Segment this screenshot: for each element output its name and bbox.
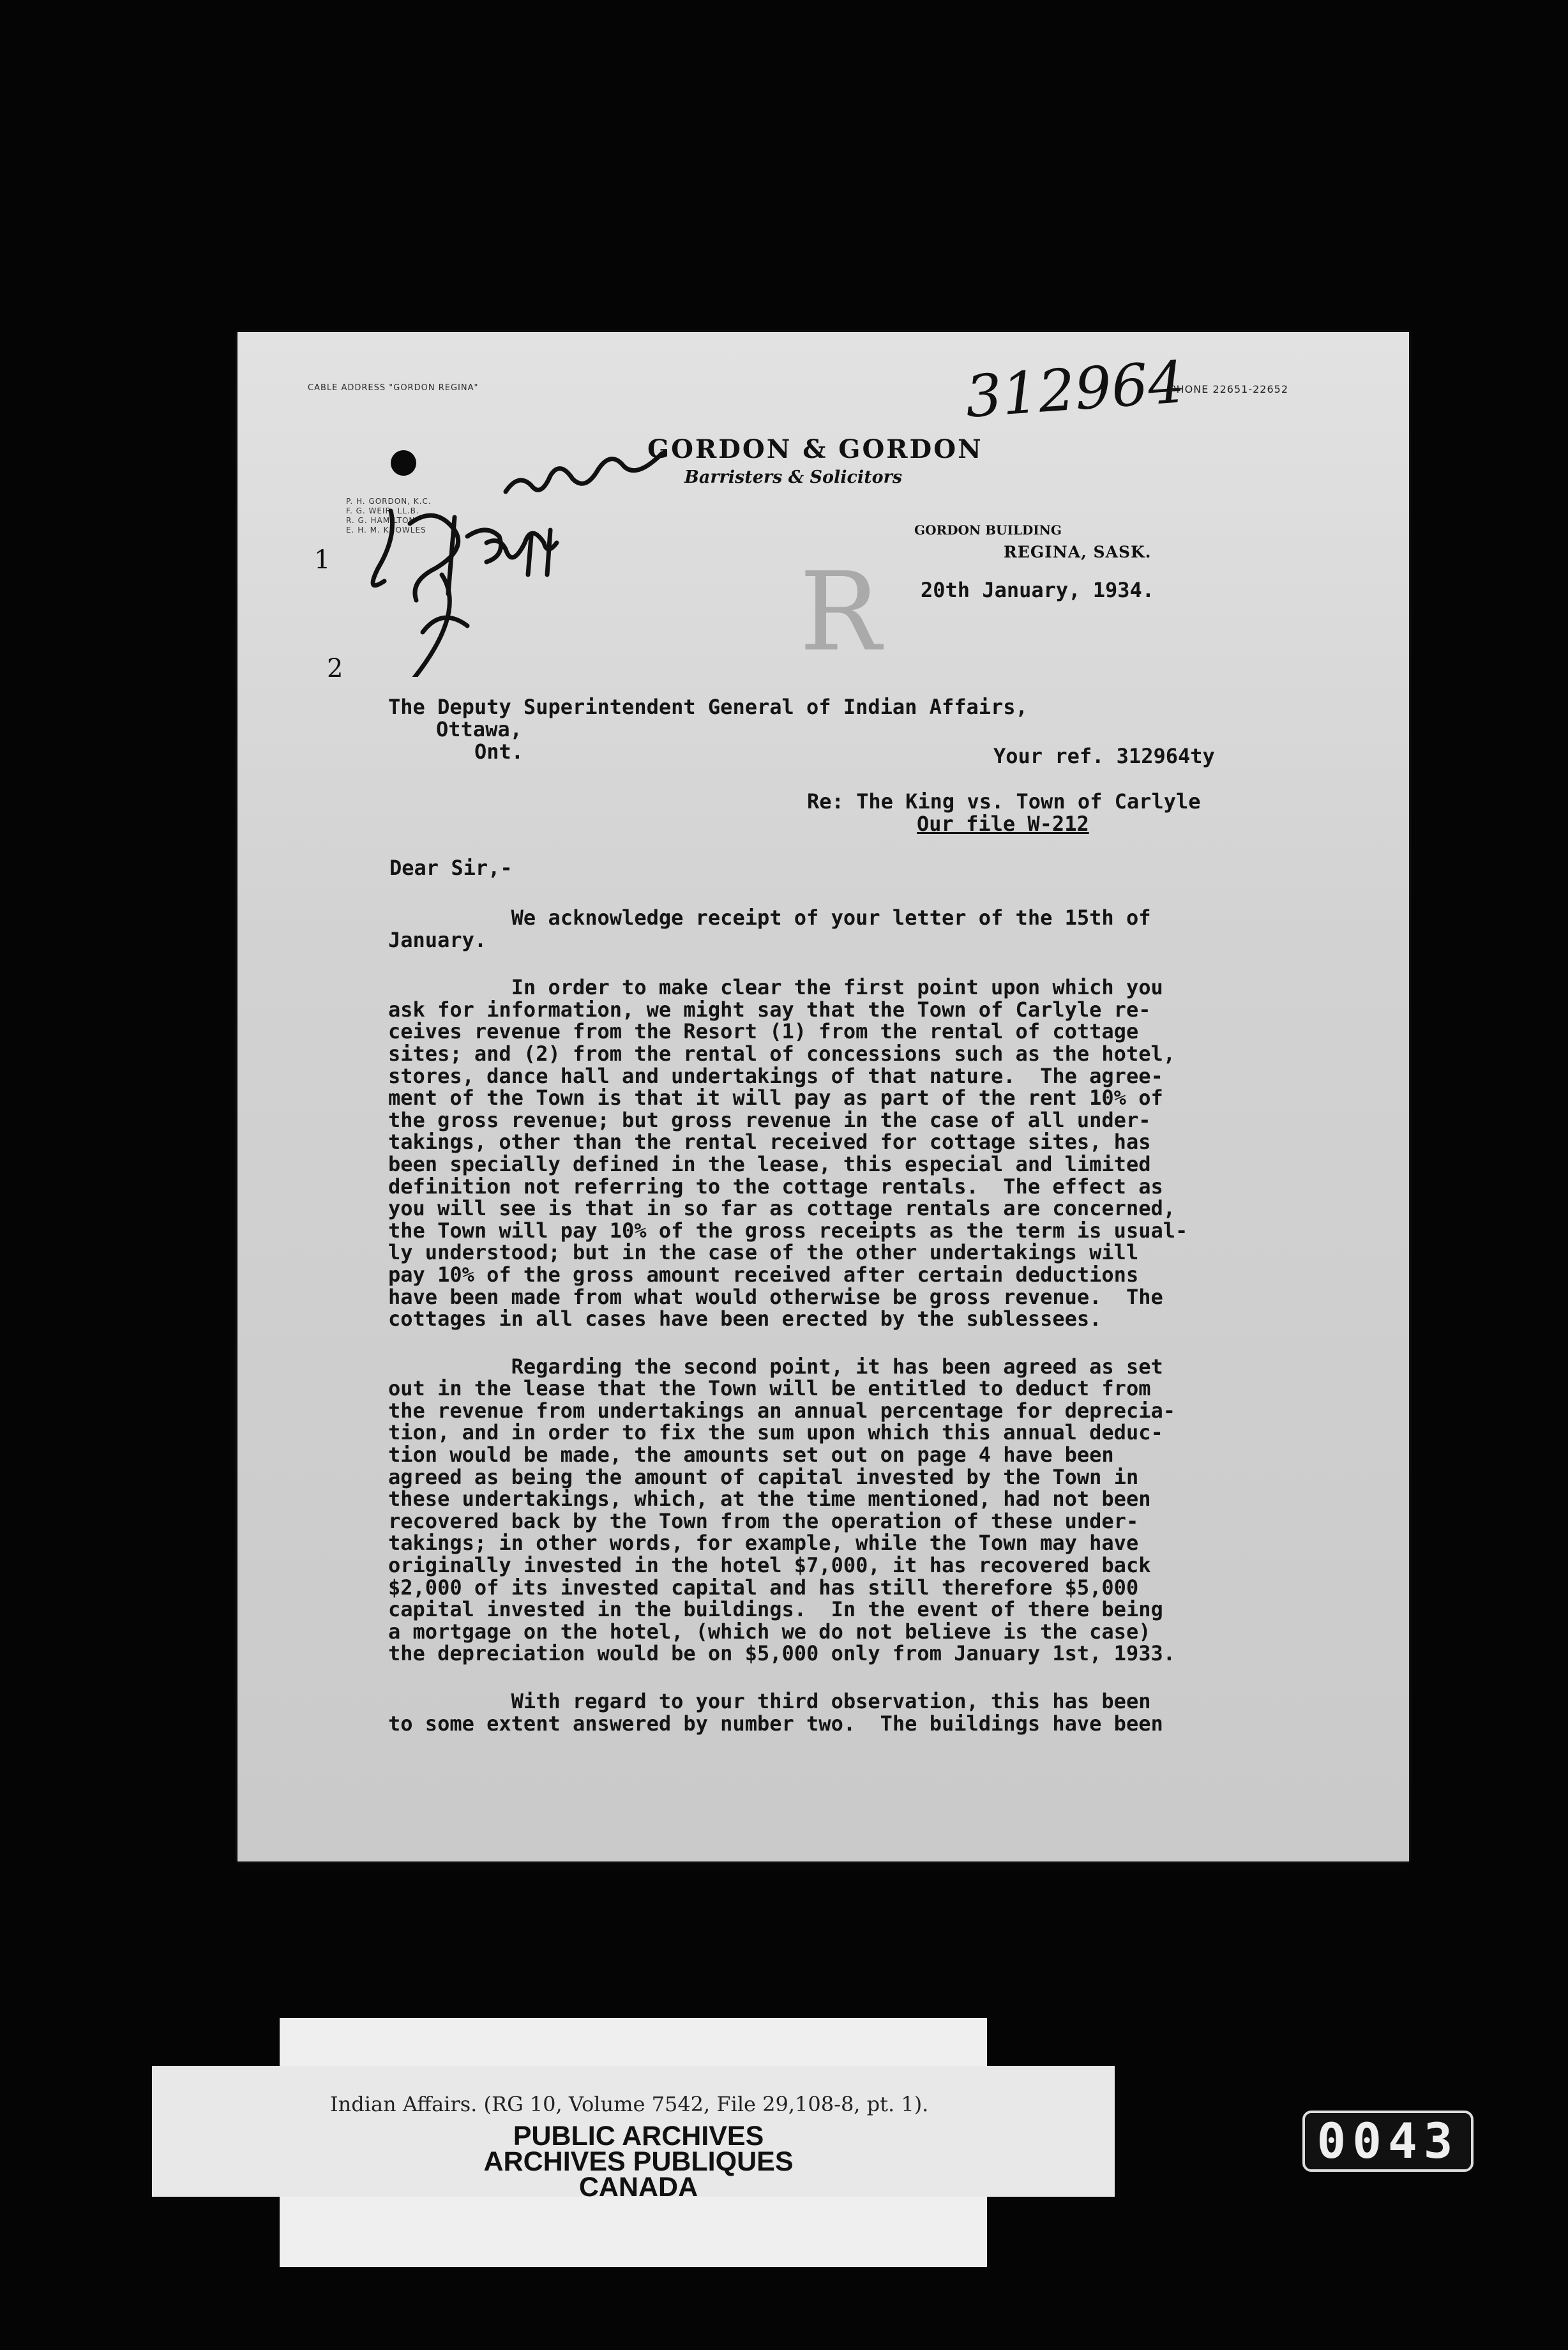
text-line: been specially defined in the lease, this especial and limited bbox=[388, 1151, 1151, 1176]
svg-text:1: 1 bbox=[314, 545, 331, 575]
partner-name: P. H. GORDON, K.C. bbox=[346, 497, 432, 506]
text-line: tion would be made, the amounts set out on page 4 have been bbox=[388, 1443, 1114, 1467]
recipient-address bbox=[388, 696, 1028, 763]
partner-name: E. H. M. KNOWLES bbox=[346, 526, 426, 534]
salutation: Dear Sir,- bbox=[389, 856, 513, 880]
partner-name: R. G. HAMILTON bbox=[346, 516, 416, 525]
subject-line: Re: The King vs. Town of Carlyle bbox=[807, 789, 1201, 814]
re-subject bbox=[807, 791, 1201, 835]
text-line: We acknowledge receipt of your letter of the 15th of bbox=[388, 906, 1151, 930]
text-line: the depreciation would be on $5,000 only from January 1st, 1933. bbox=[388, 1641, 1175, 1666]
archive-country: CANADA bbox=[578, 2172, 698, 2202]
text-line: these undertakings, which, at the time mentioned, had not been bbox=[388, 1487, 1151, 1512]
paragraph bbox=[388, 1690, 1269, 1734]
building-name: GORDON BUILDING bbox=[914, 522, 1062, 538]
text-line: January. bbox=[388, 927, 487, 952]
text-line: definition not referring to the cottage rentals. The effect as bbox=[388, 1174, 1163, 1199]
text-line: the revenue from undertakings an annual percentage for deprecia- bbox=[388, 1398, 1175, 1423]
text-line: With regard to your third observation, this has been bbox=[388, 1689, 1151, 1713]
text-line: agreed as being the amount of capital invested by the Town in bbox=[388, 1464, 1139, 1489]
text-line: ly understood; but in the case of the other undertakings will bbox=[388, 1240, 1139, 1265]
text-line: ask for information, we might say that the Town of Carlyle re- bbox=[388, 997, 1151, 1022]
letter-page bbox=[237, 332, 1409, 1861]
cable-address: CABLE ADDRESS "GORDON REGINA" bbox=[308, 383, 479, 393]
text-line: Regarding the second point, it has been agreed as set bbox=[388, 1354, 1163, 1379]
firm-subtitle: Barristers & Solicitors bbox=[684, 467, 903, 487]
paragraph bbox=[388, 976, 1269, 1330]
text-line: takings, other than the rental received for cottage sites, has bbox=[388, 1130, 1151, 1155]
frame-number: 0043 bbox=[1302, 2111, 1474, 2172]
text-line: out in the lease that the Town will be entitled to deduct from bbox=[388, 1376, 1151, 1401]
text-line: stores, dance hall and undertakings of that nature. The agree- bbox=[388, 1063, 1163, 1088]
paragraph bbox=[388, 1356, 1269, 1665]
text-line: ment of the Town is that it will pay as part of the rent 10% of bbox=[388, 1086, 1163, 1111]
text-line: In order to make clear the first point upon which you bbox=[388, 975, 1163, 1000]
your-reference: Your ref. 312964ty bbox=[993, 744, 1215, 768]
received-stamp: R bbox=[799, 549, 881, 676]
phone-number: PHONE 22651-22652 bbox=[1170, 383, 1289, 395]
archive-institution bbox=[415, 2123, 862, 2200]
text-line: ceives revenue from the Resort (1) from the rental of cottage bbox=[388, 1019, 1139, 1044]
text-line: $2,000 of its invested capital and has still therefore $5,000 bbox=[388, 1575, 1139, 1600]
text-line: cottages in all cases have been erected by the sublessees. bbox=[388, 1307, 1102, 1331]
archive-name-fr: ARCHIVES PUBLIQUES bbox=[483, 2146, 794, 2177]
city: REGINA, SASK. bbox=[1004, 543, 1152, 561]
text-line: pay 10% of the gross amount received after certain deductions bbox=[388, 1262, 1139, 1287]
recipient-line: The Deputy Superintendent General of Indian Affairs, bbox=[388, 695, 1028, 719]
text-line: to some extent answered by number two. The buildings have been bbox=[388, 1711, 1163, 1736]
handwritten-file-number: 312964 bbox=[963, 349, 1187, 431]
text-line: sites; and (2) from the rental of concessions such as the hotel, bbox=[388, 1041, 1175, 1066]
text-line: recovered back by the Town from the operation of these under- bbox=[388, 1508, 1139, 1533]
text-line: have been made from what would otherwise be gross revenue. The bbox=[388, 1284, 1163, 1309]
recipient-line: Ottawa, bbox=[436, 717, 522, 741]
recipient-line: Ont. bbox=[474, 739, 524, 764]
letter-date: 20th January, 1934. bbox=[921, 578, 1155, 602]
our-file: Our file W-212 bbox=[917, 812, 1089, 836]
archive-name-en: PUBLIC ARCHIVES bbox=[513, 2121, 764, 2151]
text-line: takings; in other words, for example, while the Town may have bbox=[388, 1531, 1139, 1556]
text-line: tion, and in order to fix the sum upon which this annual deduc- bbox=[388, 1420, 1163, 1445]
archive-citation: Indian Affairs. (RG 10, Volume 7542, File 29,108-8, pt. 1). bbox=[330, 2092, 929, 2116]
svg-text:2: 2 bbox=[327, 654, 343, 677]
text-line: you will see is that in so far as cottage rentals are concerned, bbox=[388, 1196, 1175, 1221]
text-line: capital invested in the buildings. In the event of there being bbox=[388, 1597, 1163, 1622]
partner-name: F. G. WEIR, LL.B. bbox=[346, 506, 419, 515]
handwritten-annotations bbox=[276, 421, 735, 677]
text-line: a mortgage on the hotel, (which we do not believe is the case) bbox=[388, 1619, 1151, 1644]
paragraph bbox=[388, 907, 1269, 951]
letter-body bbox=[388, 907, 1269, 1760]
text-line: originally invested in the hotel $7,000, it has recovered back bbox=[388, 1553, 1151, 1578]
text-line: the Town will pay 10% of the gross receipts as the term is usual- bbox=[388, 1218, 1188, 1243]
firm-name: GORDON & GORDON bbox=[647, 434, 983, 464]
text-line: the gross revenue; but gross revenue in the case of all under- bbox=[388, 1107, 1151, 1132]
